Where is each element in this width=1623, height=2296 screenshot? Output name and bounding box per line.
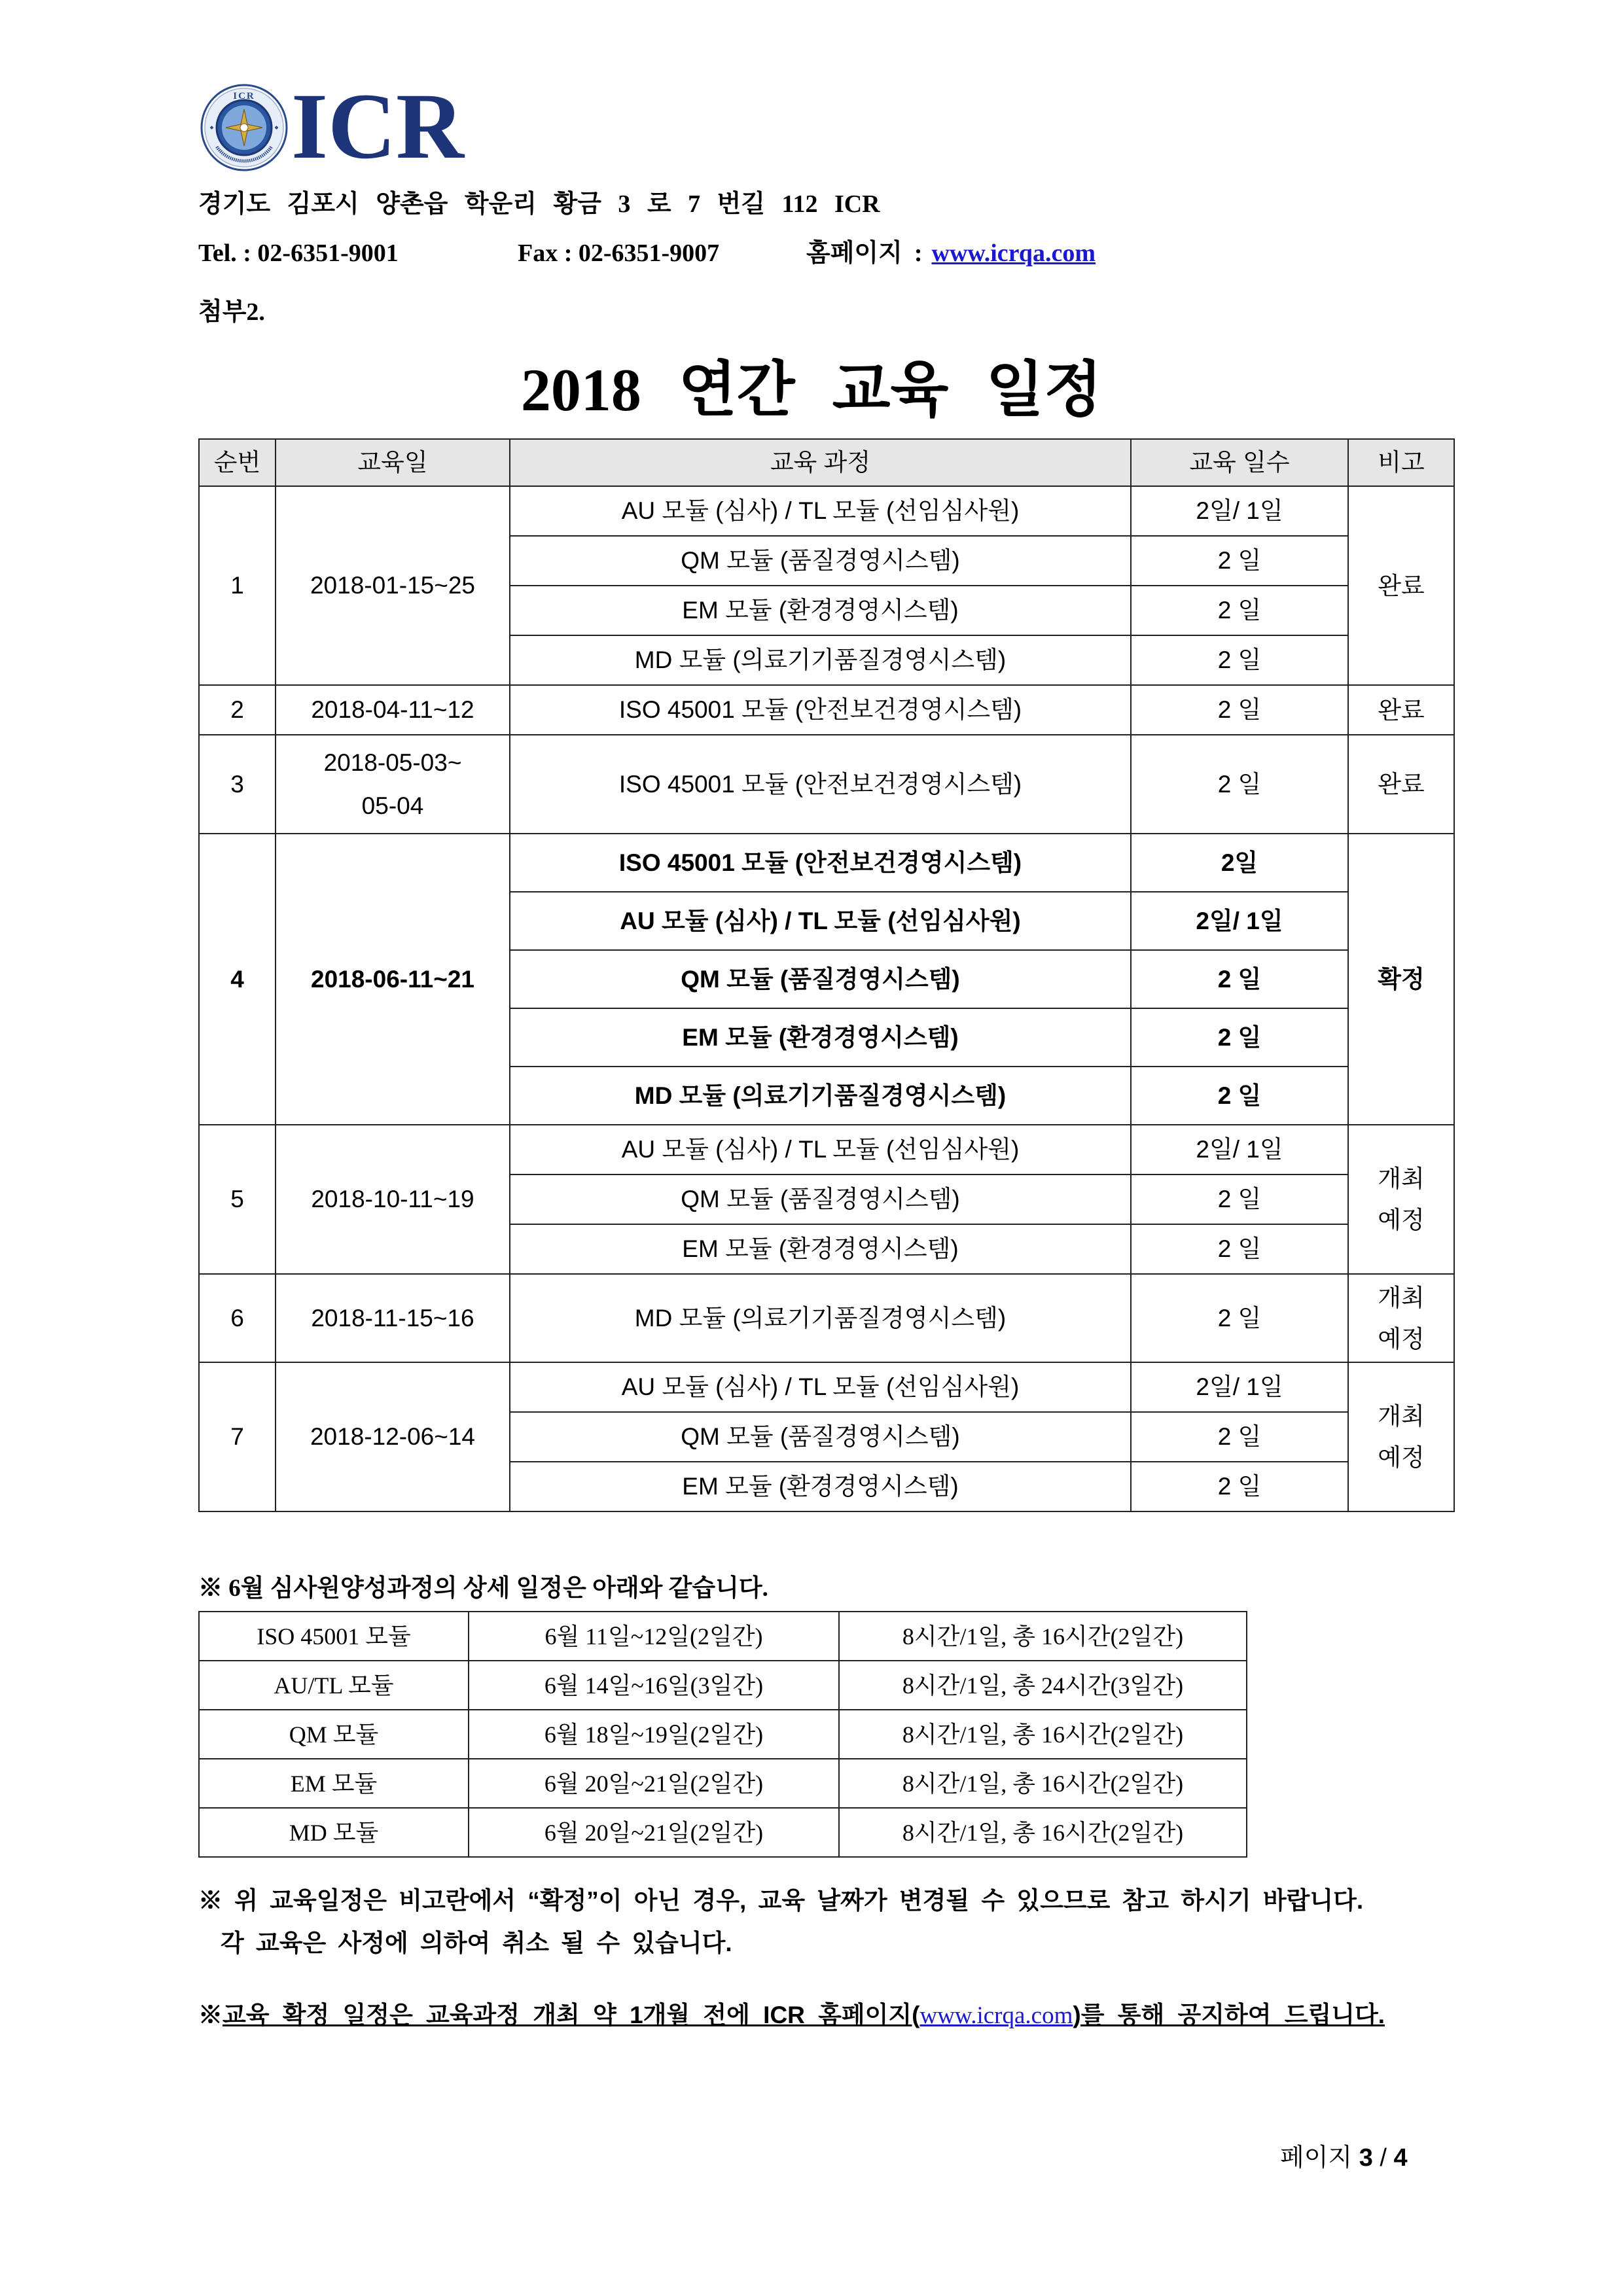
course-no-cell: 1 <box>199 486 276 685</box>
table-row <box>199 1808 1247 1857</box>
course-no-cell: 7 <box>199 1362 276 1511</box>
course-status-cell: 개최 예정 <box>1348 1125 1454 1274</box>
course-date-cell: 2018-10-11~19 <box>276 1125 510 1274</box>
course-days-cell: 2 일 <box>1131 1462 1348 1511</box>
notice-text-before: 교육 확정 일정은 교육과정 개최 약 1개월 전에 ICR 홈페이지( <box>223 2002 920 2028</box>
course-date-line: 2018-05-03~ <box>323 749 462 776</box>
course-status-cell: 완료 <box>1348 685 1454 735</box>
notice-cancellation: 각 교육은 사정에 의하여 취소 될 수 있습니다. <box>221 1930 732 1956</box>
module-cell: EM 모듈 <box>199 1759 469 1808</box>
course-status-cell: 개최 예정 <box>1348 1274 1454 1362</box>
logo-emblem <box>200 84 288 171</box>
course-name-cell: QM 모듈 (품질경영시스템) <box>510 1412 1131 1462</box>
homepage-link[interactable]: www.icrqa.com <box>931 239 1096 267</box>
course-no-cell: 5 <box>199 1125 276 1274</box>
course-status-cell: 완료 <box>1348 735 1454 834</box>
table-row <box>199 735 1454 834</box>
logo-wordmark: ICR <box>291 75 465 179</box>
course-name-cell: ISO 45001 모듈 (안전보건경영시스템) <box>510 735 1131 834</box>
course-no-cell: 4 <box>199 834 276 1125</box>
course-days-cell: 2 일 <box>1131 1224 1348 1274</box>
table-header-row <box>199 439 1454 486</box>
notice-confirmation <box>198 2000 1385 2030</box>
course-name-cell: MD 모듈 (의료기기품질경영시스템) <box>510 1274 1131 1362</box>
course-name-cell: EM 모듈 (환경경영시스템) <box>510 586 1131 635</box>
table-row <box>199 486 1454 536</box>
course-name-cell: QM 모듈 (품질경영시스템) <box>510 1174 1131 1224</box>
course-no-cell: 6 <box>199 1274 276 1362</box>
course-status-cell: 확정 <box>1348 834 1454 1125</box>
course-no-cell: 3 <box>199 735 276 834</box>
page-number <box>1280 2142 1408 2174</box>
annual-schedule-table <box>198 438 1455 1512</box>
course-name-cell: ISO 45001 모듈 (안전보건경영시스템) <box>510 685 1131 735</box>
module-cell: ISO 45001 모듈 <box>199 1612 469 1661</box>
col-header-date: 교육일 <box>276 439 510 486</box>
notice-text-after: )를 통해 공지하여 드립니다. <box>1073 2002 1385 2028</box>
june-detail-note: ※ 6월 심사원양성과정의 상세 일정은 아래와 같습니다. <box>198 1575 768 1602</box>
course-name-cell: MD 모듈 (의료기기품질경영시스템) <box>510 635 1131 685</box>
course-name-cell: QM 모듈 (품질경영시스템) <box>510 950 1131 1008</box>
table-row <box>199 1274 1454 1362</box>
course-days-cell: 2일/ 1일 <box>1131 892 1348 950</box>
course-name-cell: MD 모듈 (의료기기품질경영시스템) <box>510 1067 1131 1125</box>
course-name-cell: QM 모듈 (품질경영시스템) <box>510 536 1131 586</box>
attachment-label: 첨부2. <box>198 298 265 326</box>
notice-homepage-link[interactable]: www.icrqa.com <box>919 2002 1073 2029</box>
module-cell: QM 모듈 <box>199 1710 469 1759</box>
course-name-cell: AU 모듈 (심사) / TL 모듈 (선임심사원) <box>510 1362 1131 1412</box>
table-row <box>199 1125 1454 1174</box>
course-name-cell: EM 모듈 (환경경영시스템) <box>510 1008 1131 1067</box>
june-detail-table <box>198 1611 1247 1858</box>
course-days-cell: 2 일 <box>1131 735 1348 834</box>
table-row <box>199 1710 1247 1759</box>
dates-cell: 6월 20일~21일(2일간) <box>469 1808 839 1857</box>
course-days-cell: 2 일 <box>1131 950 1348 1008</box>
course-date-cell: 2018-11-15~16 <box>276 1274 510 1362</box>
course-date-cell: 2018-01-15~25 <box>276 486 510 685</box>
course-date-cell <box>276 735 510 834</box>
dates-cell: 6월 20일~21일(2일간) <box>469 1759 839 1808</box>
table-row <box>199 1612 1247 1661</box>
page-number-current: 3 <box>1359 2144 1373 2172</box>
col-header-no: 순번 <box>199 439 276 486</box>
course-no-cell: 2 <box>199 685 276 735</box>
table-row <box>199 1759 1247 1808</box>
tel-number: Tel. : 02-6351-9001 <box>198 239 399 267</box>
emblem-text: ICR <box>233 91 255 101</box>
course-status-cell: 완료 <box>1348 486 1454 685</box>
module-cell: MD 모듈 <box>199 1808 469 1857</box>
table-row <box>199 834 1454 892</box>
course-date-cell: 2018-04-11~12 <box>276 685 510 735</box>
homepage-line <box>806 238 1096 268</box>
course-days-cell: 2 일 <box>1131 586 1348 635</box>
page-number-label: 페이지 <box>1280 2144 1353 2172</box>
homepage-label: 홈페이지 <box>806 239 902 267</box>
page-number-total: 4 <box>1393 2144 1408 2172</box>
module-cell: AU/TL 모듈 <box>199 1661 469 1710</box>
table-row <box>199 685 1454 735</box>
col-header-remarks: 비고 <box>1348 439 1454 486</box>
col-header-days: 교육 일수 <box>1131 439 1348 486</box>
course-date-cell: 2018-06-11~21 <box>276 834 510 1125</box>
course-days-cell: 2일/ 1일 <box>1131 486 1348 536</box>
homepage-separator: : <box>914 239 923 267</box>
course-days-cell: 2 일 <box>1131 1174 1348 1224</box>
page-title: 2018 연간 교육 일정 <box>520 357 1103 423</box>
table-row <box>199 1362 1454 1412</box>
table-row <box>199 1661 1247 1710</box>
course-days-cell: 2 일 <box>1131 635 1348 685</box>
hours-cell: 8시간/1일, 총 16시간(2일간) <box>839 1710 1247 1759</box>
course-name-cell: EM 모듈 (환경경영시스템) <box>510 1462 1131 1511</box>
dates-cell: 6월 14일~16일(3일간) <box>469 1661 839 1710</box>
notice-schedule-change: ※ 위 교육일정은 비고란에서 “확정”이 아닌 경우, 교육 날짜가 변경될 수 있으므로 참고 하시기 바랍니다. <box>198 1887 1364 1914</box>
course-days-cell: 2 일 <box>1131 685 1348 735</box>
col-header-course: 교육 과정 <box>510 439 1131 486</box>
fax-number: Fax : 02-6351-9007 <box>518 239 720 267</box>
course-days-cell: 2 일 <box>1131 1067 1348 1125</box>
notice-mark: ※ <box>198 2002 223 2028</box>
course-days-cell: 2일/ 1일 <box>1131 1362 1348 1412</box>
course-days-cell: 2일 <box>1131 834 1348 892</box>
dates-cell: 6월 11일~12일(2일간) <box>469 1612 839 1661</box>
course-name-cell: AU 모듈 (심사) / TL 모듈 (선임심사원) <box>510 1125 1131 1174</box>
hours-cell: 8시간/1일, 총 16시간(2일간) <box>839 1759 1247 1808</box>
course-days-cell: 2 일 <box>1131 1008 1348 1067</box>
course-date-cell: 2018-12-06~14 <box>276 1362 510 1511</box>
page-number-separator: / <box>1380 2144 1387 2172</box>
notice-underlined-text <box>223 2002 1385 2028</box>
course-days-cell: 2일/ 1일 <box>1131 1125 1348 1174</box>
course-days-cell: 2 일 <box>1131 536 1348 586</box>
hours-cell: 8시간/1일, 총 16시간(2일간) <box>839 1612 1247 1661</box>
course-status-cell: 개최 예정 <box>1348 1362 1454 1511</box>
company-address: 경기도 김포시 양촌읍 학운리 황금 3 로 7 번길 112 ICR <box>198 190 880 218</box>
dates-cell: 6월 18일~19일(2일간) <box>469 1710 839 1759</box>
hours-cell: 8시간/1일, 총 24시간(3일간) <box>839 1661 1247 1710</box>
course-name-cell: AU 모듈 (심사) / TL 모듈 (선임심사원) <box>510 892 1131 950</box>
course-days-cell: 2 일 <box>1131 1274 1348 1362</box>
course-name-cell: ISO 45001 모듈 (안전보건경영시스템) <box>510 834 1131 892</box>
course-date-line: 05-04 <box>361 792 424 819</box>
course-name-cell: EM 모듈 (환경경영시스템) <box>510 1224 1131 1274</box>
course-days-cell: 2 일 <box>1131 1412 1348 1462</box>
hours-cell: 8시간/1일, 총 16시간(2일간) <box>839 1808 1247 1857</box>
course-name-cell: AU 모듈 (심사) / TL 모듈 (선임심사원) <box>510 486 1131 536</box>
